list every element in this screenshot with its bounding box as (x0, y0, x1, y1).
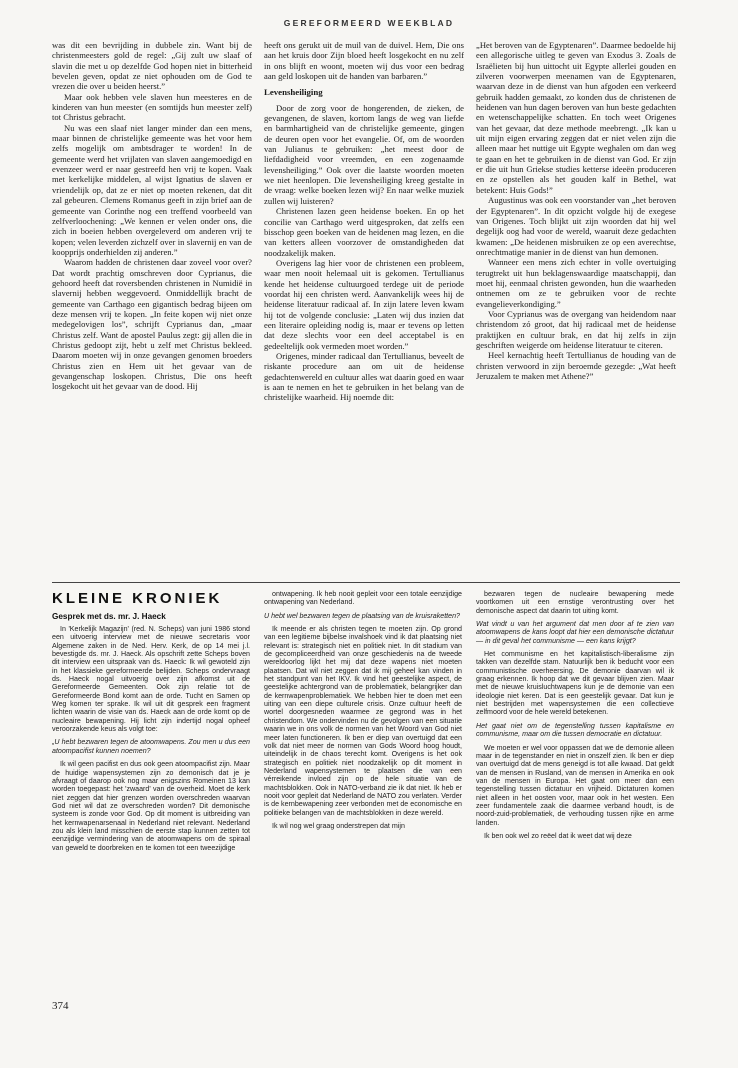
article-paragraph: heeft ons gerukt uit de muil van de duivel. Hem, Die ons aan het kruis door Zijn bloed heeft losgekocht en nu zelf in ons blijft en woont, moeten wij dus voor een bedrag aan geld loskopen uit de handen van barbaren.” (264, 40, 464, 82)
article-paragraph: Augustinus was ook een voorstander van „het beroven der Egyptenaren”. In dit opzicht volgde hij de exegese van Origenes. Toch blijkt uit zijn woorden dat hij wel degelijk oog had voor de wereld, waaruit deze gedachten kwamen: „De heidenen misbruiken ze op een averechtse, onrechtmatige manier in de dienst van hun demonen. (476, 195, 676, 257)
interview-paragraph: Ik ben ook wel zo reëel dat ik weet dat wij deze (484, 831, 632, 840)
article-paragraph: Maar ook hebben vele slaven hun meesteres en de kinderen van hun meester (en somtijds hun meester zelf) tot Christus gebracht. (52, 91, 252, 123)
kroniek-column-1 (52, 625, 250, 970)
article-paragraph: Door de zorg voor de hongerenden, de zieken, de gevangenen, de slaven, kortom langs de weg van liefde en barmhartigheid van de christelijke gemeente, gingen de deuren open voor het evangelie. Of, om de woorden van Julianus te gebruiken: „het meest door de liefdadigheid voor vreemden, en een zogenaamde levensheiliging.” Ook over die laatste woorden moeten we niet heenlopen. Die levensheiliging kreeg gestalte in de vraag: welke boeken lezen wij? En naar welke muziek zullen wij luisteren? (264, 102, 464, 206)
section-divider (52, 582, 680, 583)
page-header: GEREFORMEERD WEEKBLAD (283, 18, 455, 28)
article-paragraph: Christenen lazen geen heidense boeken. En op het concilie van Carthago werd uitgesproken, dat zelfs een bisschop geen boeken van de heidenen mag lezen, en die van ketters alleen voorzover de omstandigheden dat noodzakelijk maken. (264, 206, 464, 258)
article-paragraph: was dit een bevrijding in dubbele zin. Want bij de christenmeesters gold de regel: „Gij zult uw slaaf of slavin die met u op dezelfde God hopen niet in bitterheid bevelen geven, opdat ze niet ophouden om de God te vrezen die over u beiden heerst.” (52, 40, 252, 92)
article-paragraph: Overigens lag hier voor de christenen een probleem, waar men nooit helemaal uit is gekomen. Tertullianus kende het heidense cultuurgoed terdege uit de periode voordat hij een christen werd. Aanvankelijk wees hij de heidense literatuur radicaal af. In zijn latere leven kwam hij tot de volgende conclusie: „Laten wij dus inzien dat een literaire opleiding nodig is, maar er tevens op letten dat deze slechts voor een deel acceptabel is en gedeeltelijk ook vermeden moet worden.” (264, 257, 464, 351)
article-paragraph: „Het beroven van de Egyptenaren”. Daarmee bedoelde hij een allegorische uitleg te geven van Exodus 3. Zoals de Israëlieten bij hun uittocht uit Egypte allerlei gouden en zilveren voorwerpen meenamen van de Egyptenaren, waarvan deze in de dienst van hun afgoden een verkeerd gebruik hadden gemaakt, zo konden dus de christenen de heidenen van hun dagen beroven van hun beste gedachten en wetenschappelijke schatten. En toch weet Origenes van het gevaar, dat deze methode meebrengt. „Ik kan u uit mijn eigen ervaring zeggen dat er niet velen zijn die alleen maar het nuttige uit Egypte weghalen om dan weg te gaan en het te gebruiken in de dienst van God. Er zijn er die uit hun Griekse studies ketterse ideeën produceren en ze opstellen als het gouden kalf in Bethel, wat betekent: Huis Gods!” (476, 40, 676, 195)
article-column-3 (476, 40, 676, 565)
interview-question: „U hebt bezwaren tegen de atoomwapens. Zou men u dus een atoompacifist kunnen noemen? (52, 738, 250, 755)
interview-paragraph: Het communisme en het kapitalistisch-liberalisme zijn takken van dezelfde stam. Natuurlijk ben ik beducht voor een communistische overheersing. De demonie daarvan wil ik graag erkennen. Ik hoop dat we dit gevaar blijven zien. Maar met de nieuwe kruisluchtwapens kun je de demonie van een ideologie niet keren. Dat is een geestelijk gevaar. Dat kun je niet bestrijden met wapensystemen die een collectieve zelfmoord voor de hele wereld betekenen. (476, 650, 674, 717)
article-paragraph: Waarom hadden de christenen daar zoveel voor over? Dat wordt prachtig omschreven door Cyprianus, die gehoord heeft dat roversbenden christenen in Numidië in slavernij hebben weggevoerd. Onmiddellijk bracht de gemeente van Carthago een gigantisch bedrag bijeen om deze mensen vrij te kopen. „In feite kopen wij niet onze medegelovigen los”, schrijft Cyprianus dan, „maar Christus zelf. Want de apostel Paulus zegt: gij allen die in Christus gedoopt zijt, hebt u zelf met Christus bekleed. Daarom moeten wij in onze gevangen genomen broeders Christus zien en Hem uit het gevaar van de gevangenschap loskopen. Christus, Die ons heeft losgekocht uit het gevaar van de dood. Hij (52, 257, 252, 392)
interview-question: Wat vindt u van het argument dat men door af te zien van atoomwapens de kans loopt dat hier een demonische dictatuur — in dit geval het communisme — een kans krijgt? (476, 620, 674, 645)
article-column-1 (52, 40, 252, 565)
section-heading: Levensheiliging (264, 87, 323, 98)
page-number: 374 (52, 1000, 69, 1012)
interview-paragraph: ontwapening. Ik heb nooit gepleit voor een totale eenzijdige ontwapening van Nederland. (264, 590, 462, 607)
article-paragraph: Wanneer een mens zich echter in volle overtuiging terugtrekt uit hun beklagenswaardige maatschappij, dan moet hij, eenmaal christen gewonden, hun die waarheden ontnemen om ze te gebruiken voor de rechte evangelieverkondiging.” (476, 257, 676, 309)
interview-paragraph: Ik wil geen pacifist en dus ook geen atoompacifist zijn. Maar de huidige wapensystemen zijn zo demonisch dat je je afvraagt of daarop ook nog maar enigszins Romeinen 13 kan worden toegepast: het 'zwaard' van de overheid. Moet de kerk niet zeggen dat hier grenzen worden overschreden waarvan God niet wil dat ze overschreden worden? Dit demonische systeem is zonde voor God. Op dit moment is uitbreiding van het kernwapenarsenaal in Nederland niet relevant. Nederland zou als klein land misschien de eerste stap kunnen zetten tot eenzijdige vermindering van de atoomwapens om de spiraal van geweld te doorbreken en te komen tot een tweezijdige (52, 760, 250, 852)
interview-paragraph: Ik meende er als christen tegen te moeten zijn. Op grond van een legitieme bijbelse invalshoek vind ik dat plaatsing niet relevant is: strategisch niet en politiek niet. In dit stadium van de gecompliceerdheid van onze geschiedenis na de tweede wereldoorlog lijkt het mij dat deze wapens niet moeten plaatsen. Dat wil niet zeggen dat ik mij geheel kan vinden in het standpunt van het IKV. Ik vind het geestelijke aspect, de geestelijke achtergrond van de problematiek, belangrijker dan de kernwapenproblematiek. We hebben hier te doen met een uiting van een diepe culturele crisis. Onze cultuur heeft de wortel doorgesneden waarmee ze gegrond was in het christendom. We ondervinden nu de gevolgen van een situatie waarin we in ons volk de normen van het Woord van God niet meer laten functioneren. Ik ben er diep van overtuigd dat een volk dat niet meer de normen van Gods Woord hoog houdt, uiteindelijk in de chaos terecht komt. Overigens is het ook strategisch en politiek niet noodzakelijk op dit moment in Nederland wapensystemen te plaatsen die van een vérreikende invloed zijn op de hele situatie van de machtsblokken. Ook in NATO-verband zie ik dat niet. Ik heb er nooit voor gepleit dat Nederland de NATO zou verlaten. Verder is de kernbewapening zeer verbonden met de economische en politieke belangen van de machtsblokken in deze wereld. (264, 625, 462, 817)
article-paragraph: Heel kernachtig heeft Tertullianus de houding van de christen verwoord in zijn beroemde gezegde: „Wat heeft Jeruzalem te maken met Athene?” (476, 350, 676, 381)
article-paragraph: Nu was een slaaf niet langer minder dan een mens, maar binnen de christelijke gemeente was het voor hem zelfs mogelijk om ambtsdrager te worden! In de gemeente werd het vrijlaten van slaven aangemoedigd en evenzeer werd er naar gestreefd hen vrij te kopen. Vaak met kerkelijke middelen, al wijst Ignatius de slaven er vriendelijk op, dat ze er niet op moeten rekenen, dat dit zal gebeuren. Clemens Romanus geeft in zijn brief aan de gemeente van Corinthe nog een treffend voorbeeld van zelfverloochening: „We kennen er velen onder ons, die zich in boeien hebben overgeleverd om anderen vrij te kopen; velen leverden zichzelf over in slavernij en van de koopprijs onderhielden zij anderen.” (52, 122, 252, 257)
interview-paragraph: In 'Kerkelijk Magazijn' (red. N. Scheps) van juni 1986 stond een uitvoerig interview met de nieuwe secretaris voor Algemene zaken in de Ned. Herv. Kerk, de op 14 mei j.l. bevestigde ds. mr. J. Haeck. Als opschrift zette Scheps boven dit interview een uitspraak van ds. Haeck: Ik wil gewoteld zijn in het klassieke gereformeerde belijden. Scheps ondervraagt ds. Haeck nogal uitvoerig over zijn afkomst uit de Gereformeerde Gemeenten. Ook zijn relatie tot de Gereformeerde Bond komt aan de orde. Tucht en Samen op Weg komen ter sprake. Ik wil uit dit gesprek een fragment lichten waarin de visie van ds. Haeck aan de orde komt op de nucleaire bewapening. Hij licht zijn indertijd nogal opheef veroorzakende keus als volgt toe: (52, 625, 250, 734)
interview-paragraph: bezwaren tegen de nucleaire bewapening mede voortkomen uit een ernstige verontrusting over het demonische aspect dat daarin tot uiting komt. (476, 590, 674, 615)
kroniek-column-3 (476, 590, 674, 970)
interview-paragraph: Ik wil nog wel graag onderstrepen dat mijn (272, 821, 405, 830)
article-paragraph: Origenes, minder radicaal dan Tertullianus, beveelt de riskante procedure aan om uit de heidense gedachtenwereld en cultuur alles wat daarin goed en waar is aan te nemen en het te gebruiken in het belang van de christelijke waarheid. Hij noemde dit: (264, 350, 464, 403)
kroniek-subtitle: Gesprek met ds. mr. J. Haeck (52, 612, 166, 621)
article-column-2 (264, 40, 464, 565)
interview-question: Het gaat niet om de tegenstelling tussen kapitalisme en communisme, maar om die tussen democratie en dictatuur. (476, 721, 674, 739)
interview-question: U hebt wel bezwaren tegen de plaatsing van de kruisraketten? (264, 611, 460, 620)
kroniek-title: KLEINE KRONIEK (52, 590, 223, 607)
kroniek-column-2 (264, 590, 462, 970)
interview-paragraph: We moeten er wel voor oppassen dat we de demonie alleen maar in de tegenstander en niet in onszelf zien. Ik ben er diep van overtuigd dat de mens geneigd is tot alle kwaad. Dat geldt van de mensen in Rusland, van de mensen in Amerika en ook van de mensen in Europa. Het gaat om meer dan een tegenstelling tussen dictatuur en vrijheid. Dictaturen komen niet alleen in het oosten voor, maar ook in het westen. Een zeer fundamentele zaak die daarmee verband houdt, is de noord-zuid-problematiek, de verhouding tussen rijke en arme landen. (476, 743, 674, 827)
article-paragraph: Voor Cyprianus was de overgang van heidendom naar christendom zó groot, dat hij radicaal met de heidense praktijken en cultuur brak, en dat hij zelfs in zijn geschriften weigerde om heidense literatuur te citeren. (476, 308, 676, 350)
